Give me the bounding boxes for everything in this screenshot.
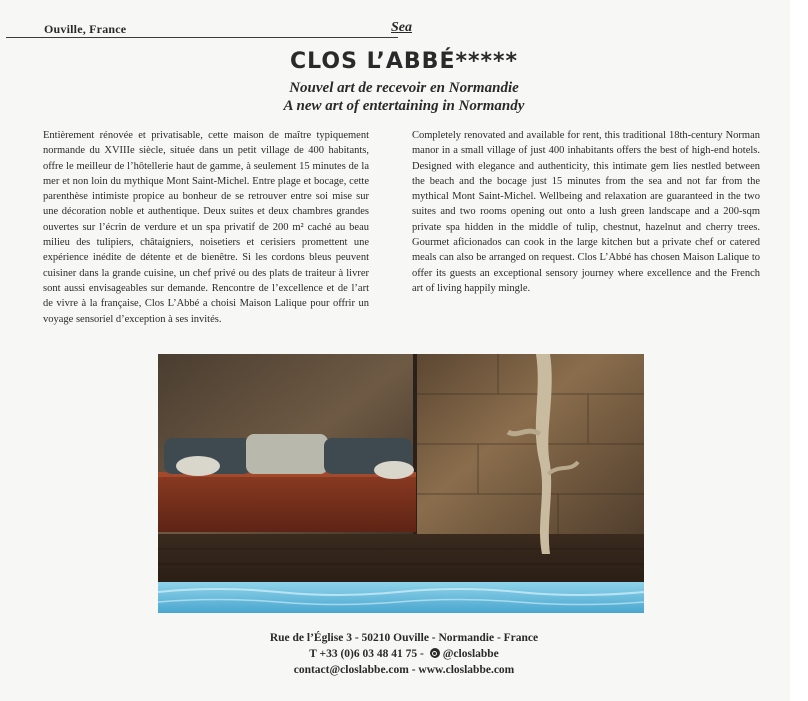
body-text-english: Completely renovated and available for rent, this traditional 18th-century Norman manor in a small village of just 400 inhabitants offers the best of high-end hotels. Designed with elegance and authenticity, this intimate gem lies nestled between the beach and the bocage just 15 minutes from the sea and not far from the mythical Mont Saint-Michel. Wellbeing and relaxation are guaranteed in the two suites and two rooms opening out onto a lush green landscape and a 200-sqm private spa hidden in the middle of tulip, chestnut, hazelnut and cherry trees. Gourmet aficionados can cook in the large kitchen but a private chef or catered meals can also be arranged on request. Clos L’Abbé has chosen Maison Lalique to offer its guests an exceptional sensory journey where excellence and the French art of living happily mingle. xyxy=(412,130,760,294)
subtitle-english: A new art of entertaining in Normandy xyxy=(283,98,525,114)
location-label: Ouville, France xyxy=(44,22,127,36)
section-label: Sea xyxy=(391,20,412,35)
spa-photo xyxy=(158,354,644,613)
instagram-handle[interactable]: @closlabbe xyxy=(442,648,499,660)
subtitle-french: Nouvel art de recevoir en Normandie xyxy=(289,80,519,96)
contact-address: Rue de l’Église 3 - 50210 Ouville - Normandie - France xyxy=(269,632,539,644)
spa-photo-illustration xyxy=(158,354,644,613)
header-rule xyxy=(6,37,398,38)
contact-web[interactable]: contact@closlabbe.com - www.closlabbe.com xyxy=(293,664,515,676)
phone-number: T +33 (0)6 03 48 41 75 - xyxy=(309,648,424,660)
article-title: CLOS L’ABBÉ***** xyxy=(289,49,519,74)
body-text-french: Entièrement rénovée et privatisable, cette maison de maître typiquement normande du XVIIIe siècle, située dans un petit village de 400 habitants, offre le meilleur de l’hôtellerie haut de gamme, à seulement 15 minutes de la mer et non loin du mythique Mont Saint-Michel. Entre plage et bocage, cette parenthèse intimiste propice au bonheur de se retrouver entre soi mise sur une décoration noble et authentique. Deux suites et deux chambres grandes ouvertes sur l’écrin de verdure et un spa privatif de 200 m² caché au beau milieu des tulipiers, châtaigniers, noisetiers et cerisiers promettent une expérience inédite de détente et de bienêtre. Si les cordons bleus peuvent cuisiner dans la grande cuisine, un chef privé ou des plats de traiteur à livrer sont aussi envisageables sur demande. Rencontre de l’excellence et de l’art de vivre à la française, Clos L’Abbé a choisi Maison Lalique pour offrir un voyage sensoriel d’exception à ses invités. xyxy=(43,130,369,325)
instagram-icon xyxy=(430,648,440,658)
contact-phone-line xyxy=(0,648,808,660)
